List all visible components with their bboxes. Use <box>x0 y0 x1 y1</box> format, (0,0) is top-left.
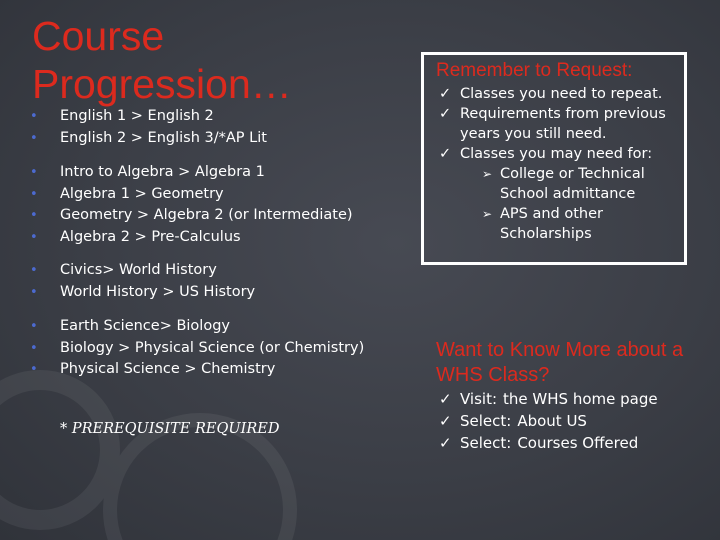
checkmark-icon: ✓ <box>439 146 452 162</box>
list-item: • Geometry > Algebra 2 (or Intermediate) <box>28 205 353 227</box>
list-item: • Civics> World History <box>28 260 255 282</box>
prerequisite-note: * PREREQUISITE REQUIRED <box>60 421 280 437</box>
science-list <box>28 316 364 381</box>
bullet-dot-icon: • <box>30 319 38 334</box>
list-item: ✓ Select: About US <box>439 412 587 430</box>
bullet-dot-icon: • <box>30 109 38 124</box>
list-item: • World History > US History <box>28 282 255 304</box>
list-item: ✓ Select: Courses Offered <box>439 434 639 452</box>
bullet-dot-icon: • <box>30 229 38 245</box>
list-item: • Intro to Algebra > Algebra 1 <box>28 162 353 184</box>
remember-list <box>430 84 692 244</box>
arrow-right-icon: ➢ <box>482 167 493 181</box>
list-item: • English 2 > English 3/*AP Lit <box>28 128 267 150</box>
background-watermark <box>0 360 330 540</box>
list-item: • Biology > Physical Science (or Chemistry) <box>28 338 364 360</box>
want-title: Want to Know More about a WHS Class? <box>436 339 684 386</box>
page-title: Course Progression… <box>32 13 292 107</box>
checkmark-icon: ✓ <box>439 434 452 452</box>
math-list <box>28 162 353 248</box>
bullet-dot-icon: • <box>30 130 38 146</box>
bullet-dot-icon: • <box>30 208 38 224</box>
english-list <box>28 106 267 149</box>
checkmark-icon: ✓ <box>439 412 452 430</box>
list-item: • Earth Science> Biology <box>28 316 364 338</box>
social-studies-list <box>28 260 255 303</box>
bullet-dot-icon: • <box>30 263 38 278</box>
list-item: ✓ Classes you need to repeat. <box>439 86 663 102</box>
bullet-dot-icon: • <box>30 186 38 202</box>
checkmark-icon: ✓ <box>439 390 452 408</box>
want-list <box>430 388 720 454</box>
checkmark-icon: ✓ <box>439 86 452 102</box>
list-item: ✓ Classes you may need for: ➢ College or Technical School admittance ➢ APS and other Scholarships <box>430 144 692 244</box>
checkmark-icon: ✓ <box>439 106 452 122</box>
arrow-right-icon: ➢ <box>482 207 493 221</box>
bullet-dot-icon: • <box>30 340 38 356</box>
bullet-dot-icon: • <box>30 284 38 300</box>
bullet-dot-icon: • <box>30 362 38 378</box>
list-item: • Algebra 2 > Pre-Calculus <box>28 227 353 249</box>
sub-item: ➢ College or Technical School admittance <box>482 166 645 202</box>
list-item: • Physical Science > Chemistry <box>28 359 364 381</box>
list-item: ✓ Visit: the WHS home page <box>439 390 658 408</box>
list-item: • Algebra 1 > Geometry <box>28 184 353 206</box>
list-item: ✓ Requirements from previous years you still need. <box>439 106 666 142</box>
list-item: • English 1 > English 2 <box>28 106 267 128</box>
sub-item: ➢ APS and other Scholarships <box>482 206 603 242</box>
bullet-dot-icon: • <box>30 165 38 180</box>
remember-title: Remember to Request: <box>436 60 633 81</box>
